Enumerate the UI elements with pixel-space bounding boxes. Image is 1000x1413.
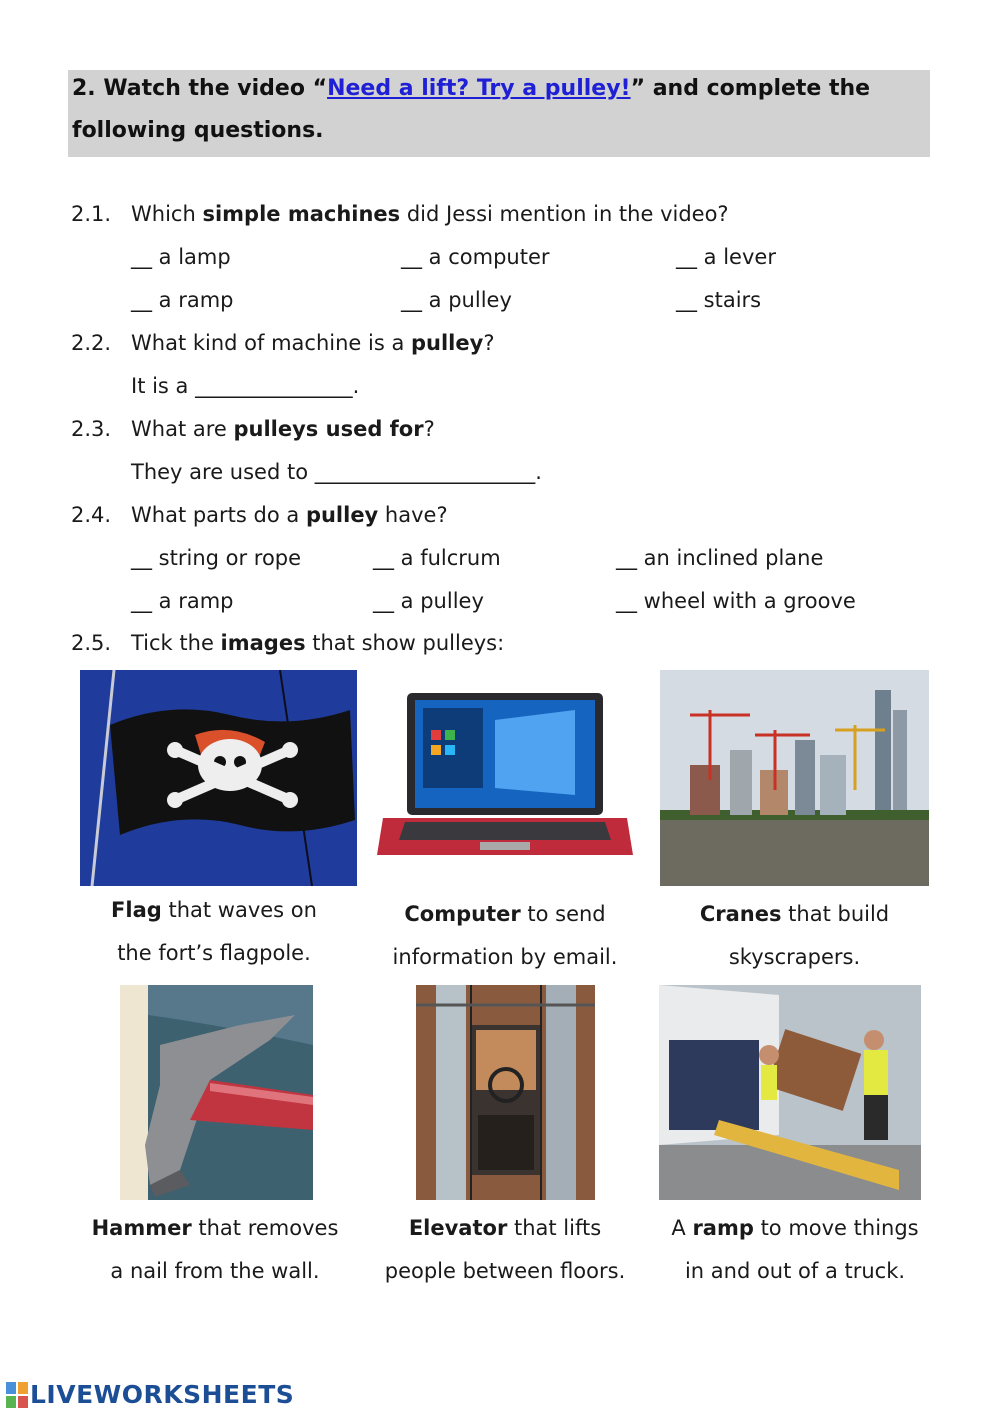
option-ramp-2[interactable]: __ a ramp (131, 589, 234, 613)
question-2-1: 2.1. Which simple machines did Jessi mention in the video? (71, 202, 729, 226)
option-inclined-plane[interactable]: __ an inclined plane (616, 546, 824, 570)
logo-icon (6, 1382, 28, 1408)
caption-computer: Computer to send information by email. (392, 902, 618, 969)
question-2-2: 2.2. What kind of machine is a pulley? (71, 331, 495, 355)
caption-flag: Flag that waves on the fort’s flagpole. (111, 898, 317, 965)
option-ramp[interactable]: __ a ramp (131, 288, 234, 312)
option-stairs[interactable]: __ stairs (676, 288, 762, 312)
option-string-or-rope[interactable]: __ string or rope (131, 546, 302, 570)
option-lever[interactable]: __ a lever (676, 245, 776, 269)
caption-elevator: Elevator that lifts people between floors. (384, 1216, 626, 1283)
question-2-4: 2.4. What parts do a pulley have? (71, 503, 448, 527)
answer-blank-2-3[interactable]: They are used to _____________________. (131, 460, 542, 484)
elevator-photo[interactable] (416, 985, 595, 1200)
laptop-photo[interactable] (375, 690, 635, 865)
question-2-3: 2.3. What are pulleys used for? (71, 417, 435, 441)
option-lamp[interactable]: __ a lamp (131, 245, 231, 269)
option-wheel-groove[interactable]: __ wheel with a groove (616, 589, 856, 613)
liveworksheets-logo[interactable]: LIVEWORKSHEETS (6, 1380, 294, 1409)
caption-cranes: Cranes that build skyscrapers. (699, 902, 890, 969)
caption-ramp: A ramp to move things in and out of a truck. (671, 1216, 919, 1283)
video-link[interactable]: Need a lift? Try a pulley! (327, 76, 631, 101)
section-title: 2. Watch the video “Need a lift? Try a pulley!” and complete the following questions. (72, 76, 871, 143)
truck-ramp-photo[interactable] (659, 985, 921, 1200)
question-2-5: 2.5. Tick the images that show pulleys: (71, 631, 505, 655)
cranes-photo[interactable] (660, 670, 929, 886)
answer-blank-2-2[interactable]: It is a _______________. (131, 374, 360, 398)
pirate-flag-photo[interactable] (80, 670, 357, 886)
option-fulcrum[interactable]: __ a fulcrum (373, 546, 501, 570)
option-computer[interactable]: __ a computer (401, 245, 550, 269)
hammer-photo[interactable] (120, 985, 313, 1200)
option-pulley-2[interactable]: __ a pulley (373, 589, 484, 613)
caption-hammer: Hammer that removes a nail from the wall. (91, 1216, 339, 1283)
option-pulley[interactable]: __ a pulley (401, 288, 512, 312)
